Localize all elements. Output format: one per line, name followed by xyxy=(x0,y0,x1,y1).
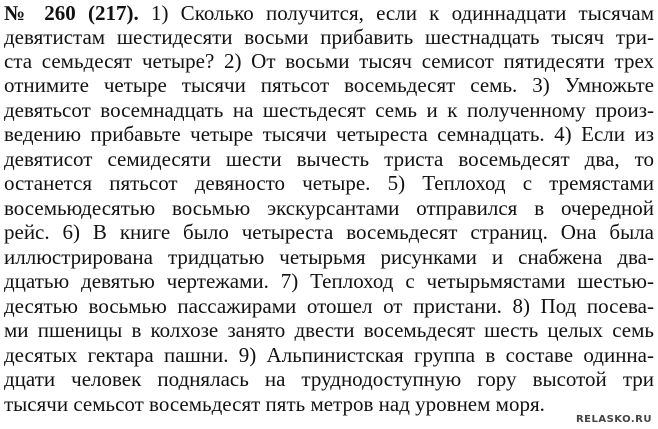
text-line-10: рейс. 6) В книге было четыреста восемьдесят страниц. Она была xyxy=(4,220,654,244)
text-line-16: дцати человек поднялась на труднодоступную гору высотой три xyxy=(4,367,654,391)
text-line-7: девятисот семидесяти шести вычесть триста восемьдесят два, то xyxy=(4,147,654,171)
problem-number: № 260 (217). xyxy=(4,1,139,25)
text-line-9: восемьюдесятью восьмью экскурсантами отправился в очередной xyxy=(4,196,654,220)
text-line-6: ведению прибавьте четыре тысячи четыреста семнадцать. 4) Если из xyxy=(4,122,654,146)
site-watermark: RELASKO.RU xyxy=(575,414,652,425)
textbook-page xyxy=(4,0,654,429)
text-line-17: тысячи семьсот восемьдесят пять метров над уровнем моря. xyxy=(4,392,545,416)
text-line-11: иллюстрирована тридцатью четырьмя рисунками и снабжена два- xyxy=(4,245,654,269)
text-line-15: десятых гектара пашни. 9) Альпинистская группа в составе одинна- xyxy=(4,343,654,367)
text-line-1 xyxy=(4,0,654,26)
line-text: 1) Сколько получится, если к одиннадцати тысячам xyxy=(138,1,654,25)
text-line-13: десятью восьмью пассажирами отошел от пристани. 8) Под посева- xyxy=(4,294,654,318)
text-line-14: ми пшеницы в колхозе занято двести восемьдесят шесть целых семь xyxy=(4,318,654,342)
text-line-12: дцатью девятью чертежами. 7) Теплоход с четырьмястами шестью- xyxy=(4,269,654,293)
text-line-8: останется пятьсот девяносто четыре. 5) Теплоход с тремястами xyxy=(4,171,654,195)
text-line-4: отнимите четыре тысячи пятьсот восемьдесят семь. 3) Умножьте xyxy=(4,73,654,97)
text-line-5: девятьсот восемнадцать на шестьдесят семь и к полученному произ- xyxy=(4,98,654,122)
text-line-3: ста семьдесят четыре? 2) От восьми тысяч семисот пятидесяти трех xyxy=(4,49,654,73)
text-line-2: девятистам шестидесяти восьми прибавить шестнадцать тысяч три- xyxy=(4,25,654,49)
